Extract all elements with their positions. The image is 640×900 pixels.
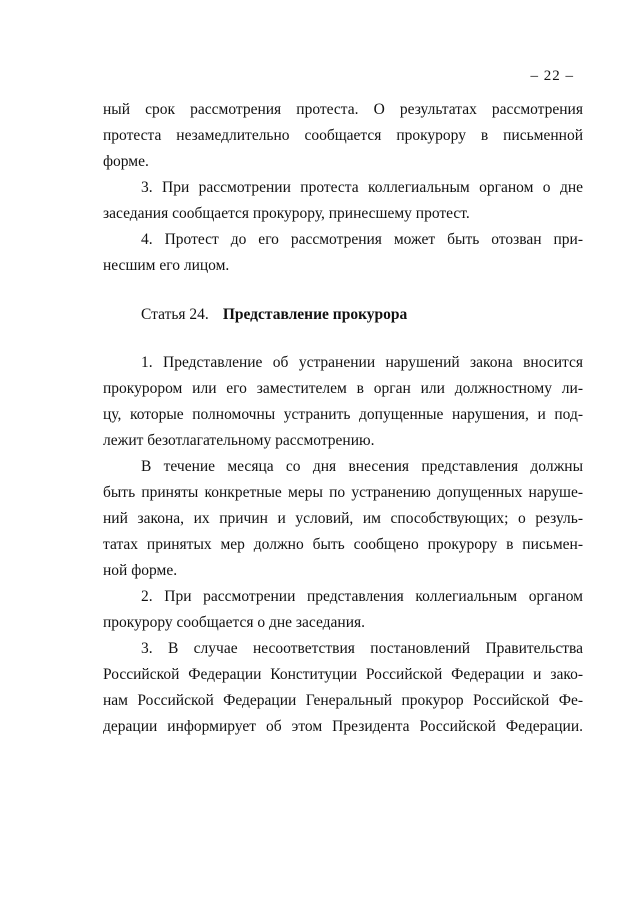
article-title: Представление прокурора [222,306,408,323]
text-line: 2. При рассмотрении представления коллегиальным органом [141,588,583,605]
article-number: Статья 24. [141,306,209,323]
article-heading [141,305,407,325]
text-line: прокурору сообщается о дне заседания. [103,614,366,631]
text-line: лежит безотлагательному рассмотрению. [103,432,375,449]
page-number: – 22 – [530,68,574,84]
text-line: ный срок рассмотрения протеста. О результатах рассмотрения [103,101,583,118]
text-line: ний закона, их причин и условий, им способствующих; о резуль- [103,510,583,527]
text-line: быть приняты конкретные меры по устранению допущенных наруше- [103,484,583,501]
text-line: протеста незамедлительно сообщается прокурору в письменной [103,127,583,144]
text-line: 3. В случае несоответствия постановлений Правительства [141,640,583,657]
text-line: татах принятых мер должно быть сообщено прокурору в письмен- [103,536,583,553]
text-line: 4. Протест до его рассмотрения может быть отозван при- [141,231,583,248]
text-line: 1. Представление об устранении нарушений закона вносится [141,354,583,371]
text-line: несшим его лицом. [103,257,230,274]
text-line: В течение месяца со дня внесения представления должны [141,458,583,475]
text-line: цу, которые полномочны устранить допущенные нарушения, и под- [103,406,583,423]
text-line: заседания сообщается прокурору, принесшему протест. [103,205,470,222]
text-line: прокурором или его заместителем в орган или должностному ли- [103,380,583,397]
text-line: ной форме. [103,562,178,579]
text-line: нам Российской Федерации Генеральный прокурор Российской Фе- [103,692,583,709]
text-line: 3. При рассмотрении протеста коллегиальным органом о дне [141,179,583,196]
text-line: форме. [103,153,149,170]
text-line: дерации информирует об этом Президента Российской Федерации. [103,718,583,735]
text-line: Российской Федерации Конституции Российской Федерации и зако- [103,666,583,683]
